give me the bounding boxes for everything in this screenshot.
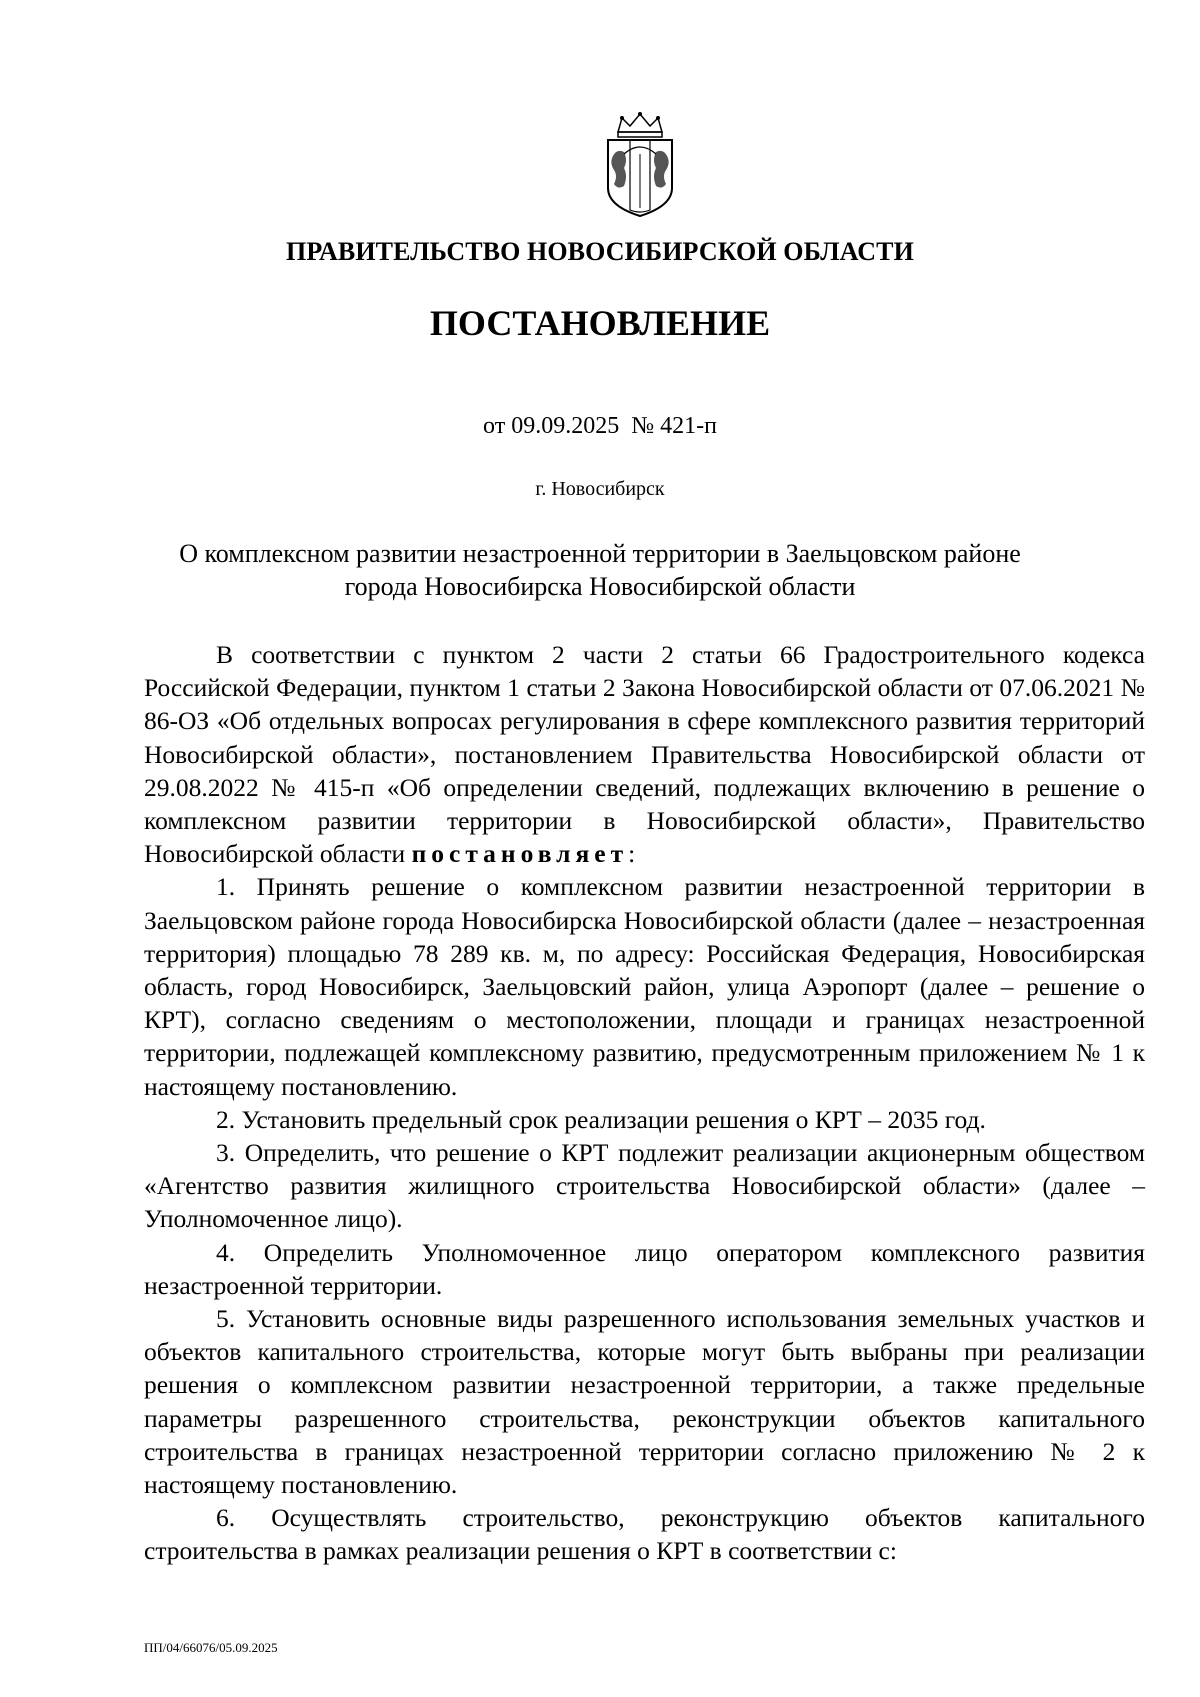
item-3: 3. Определить, что решение о КРТ подлежит реализации акционерным обществом «Агентство развития жилищного строительства Новосибирской области» (далее – Уполномоченное лицо). [144, 1138, 1145, 1234]
document-title: О комплексном развитии незастроенной территории в Заельцовском районе города Новосибирска Новосибирской области [179, 539, 1021, 601]
item-2: 2. Установить предельный срок реализации решения о КРТ – 2035 год. [216, 1104, 986, 1134]
item-6: 6. Осуществлять строительство, реконструкцию объектов капитального строительства в рамках реализации решения о КРТ в соответствии с: [144, 1503, 1145, 1566]
item-1: 1. Принять решение о комплексном развитии незастроенной территории в Заельцовском районе города Новосибирска Новосибирской области (далее – незастроенная территория) площадью 78 289 кв. м, по адресу: Российская Федерация, Новосибирская область, город Новосибирск, Заельцовский район, улица Аэропорт (далее – решение о КРТ), согласно сведениям о местоположении, площади и границах незастроенной территории, подлежащей комплексному развитию, предусмотренным приложением № 1 к настоящему постановлению. [144, 872, 1145, 1101]
item-4: 4. Определить Уполномоченное лицо оператором комплексного развития незастроенной территории. [144, 1237, 1145, 1300]
preamble-paragraph [144, 638, 1145, 870]
date-and-number: от 09.09.2025 № 421-п [483, 413, 717, 439]
document-body [144, 638, 1145, 1568]
document-code: ПП/04/66076/05.09.2025 [144, 1640, 278, 1655]
city: г. Новосибирск [535, 478, 665, 500]
novosibirsk-coat-of-arms-icon [602, 110, 678, 220]
decree-word: постановляет [411, 839, 629, 869]
document-type: ПОСТАНОВЛЕНИЕ [429, 303, 771, 343]
preamble-text: В соответствии с пунктом 2 части 2 статьи 66 Градостроительного кодекса Российской Федерации, пунктом 1 статьи 2 Закона Новосибирской области от 07.06.2021 № 86-ОЗ «Об отдельных вопросах регулирования в сфере комплексного развития территорий Новосибирской области», постановлением Правительства Новосибирской области от 29.08.2022 № 415-п «Об определении сведений, подлежащих включению в решение о комплексном развитии территории в Новосибирской области», Правительство Новосибирской области [144, 640, 1145, 869]
organization-name: ПРАВИТЕЛЬСТВО НОВОСИБИРСКОЙ ОБЛАСТИ [286, 237, 914, 266]
item-5: 5. Установить основные виды разрешенного использования земельных участков и объектов капитального строительства, которые могут быть выбраны при реализации решения о комплексном развитии незастроенной территории, а также предельные параметры разрешенного строительства, реконструкции объектов капитального строительства в границах незастроенной территории согласно приложению № 2 к настоящему постановлению. [144, 1304, 1145, 1500]
preamble-colon: : [628, 839, 636, 869]
